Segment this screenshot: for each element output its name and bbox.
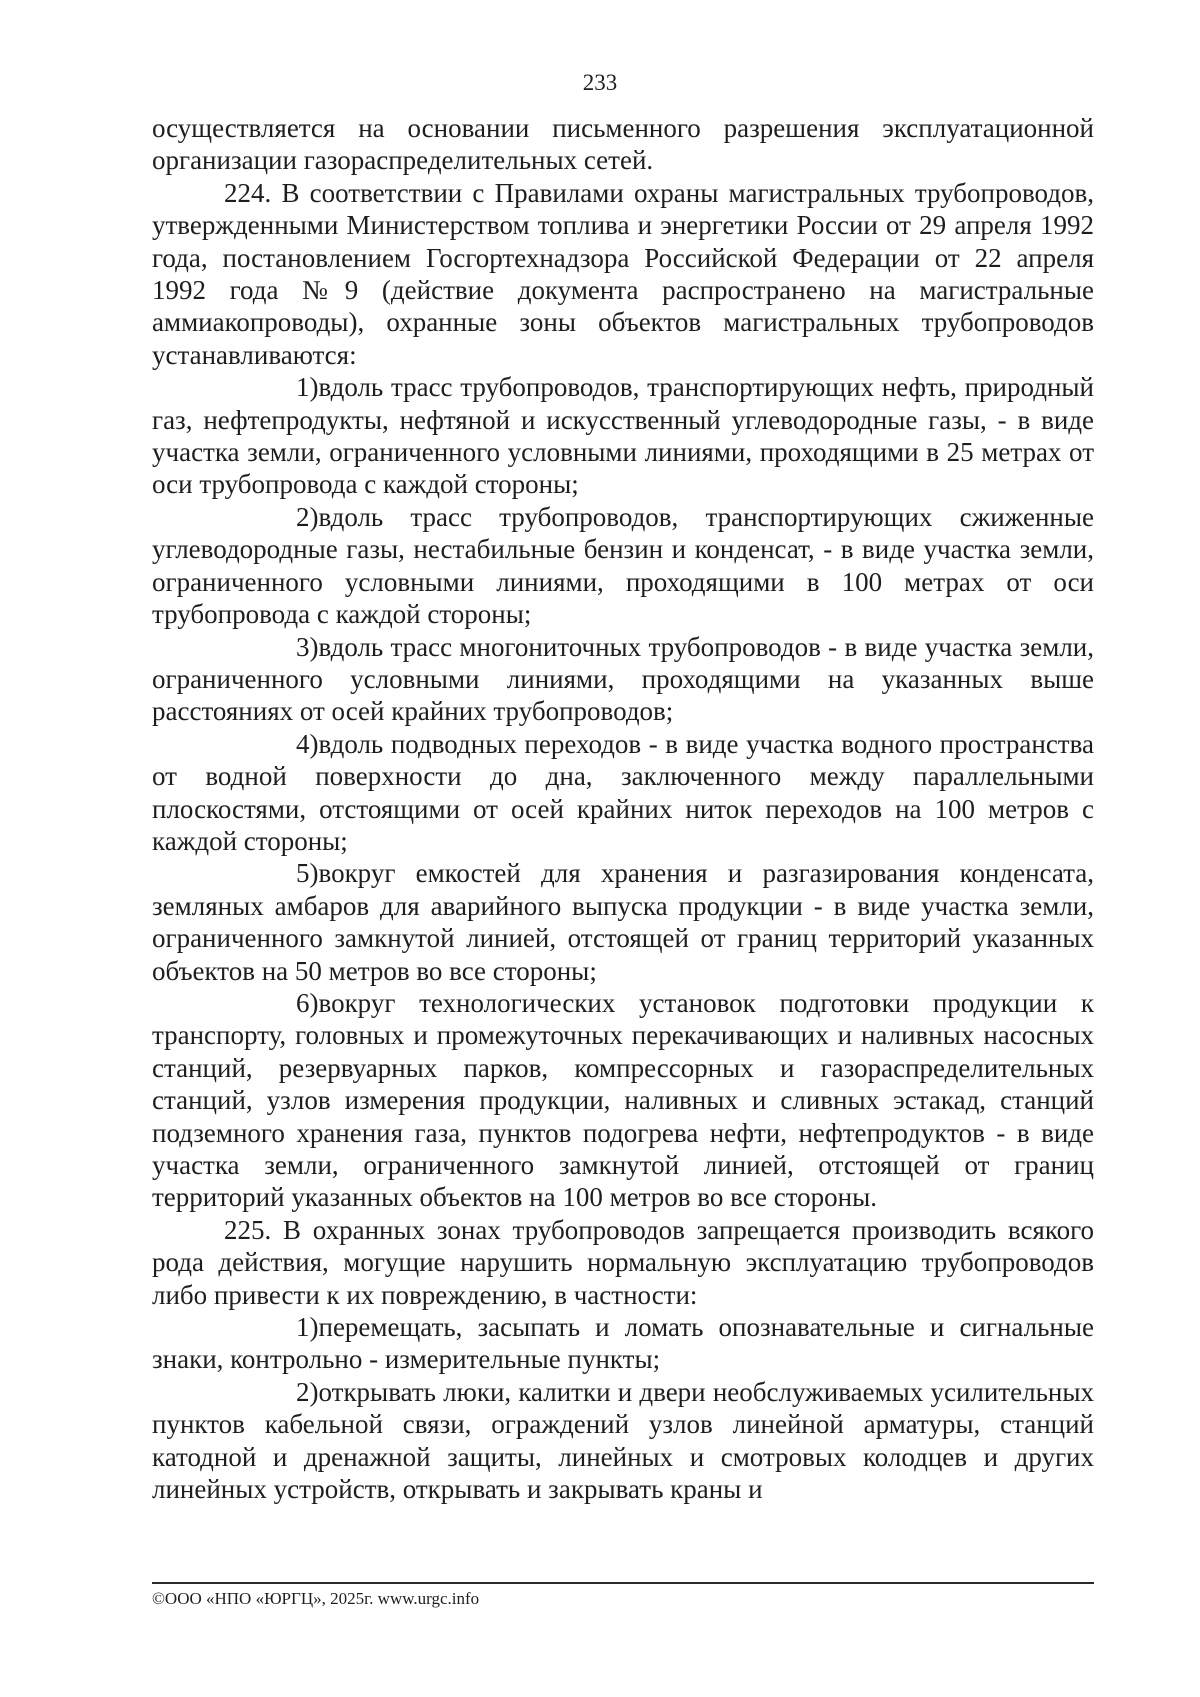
list-item-text: перемещать, засыпать и ломать опознавательные и сигнальные знаки, контрольно - измерительные пункты; [152, 1312, 1094, 1375]
list-item-224-3 [152, 631, 1094, 728]
list-item-text: вдоль подводных переходов - в виде участка водного пространства от водной поверхности до дна, заключенного между параллельными плоскостями, отстоящими от осей крайних ниток переходов на 100 метров с каждой стороны; [152, 728, 1094, 856]
list-item-225-1 [152, 1311, 1094, 1376]
paragraph-continuation [152, 112, 1094, 177]
footer-divider [152, 1582, 1094, 1584]
footer-copyright: ©ООО «НПО «ЮРГЦ», 2025г. www.urgc.info [152, 1589, 480, 1608]
list-item-224-1 [152, 371, 1094, 501]
list-item-text: вдоль трасс многониточных трубопроводов - в виде участка земли, ограниченного условными линиями, проходящими на указанных выше расстояниях от осей крайних трубопроводов; [152, 631, 1094, 727]
list-item-text: вдоль трасс трубопроводов, транспортирующих сжиженные углеводородные газы, нестабильные бензин и конденсат, - в виде участка земли, ограниченного условными линиями, проходящими в 100 метрах от оси трубопровода с каждой стороны; [152, 501, 1094, 630]
list-item-text: вокруг технологических установок подготовки продукции к транспорту, головных и промежуточных перекачивающих и наливных насосных станций, резервуарных парков, компрессорных и газораспределительных станций, узлов измерения продукции, наливных и сливных эстакад, станций подземного хранения газа, пунктов подогрева нефти, нефтепродуктов - в виде участка земли, ограниченного замкнутой линией, отстоящей от границ территорий указанных объектов на 100 метров во все стороны. [152, 987, 1094, 1213]
list-item-number: 6) [296, 987, 319, 1018]
list-item-224-6 [152, 987, 1094, 1214]
page-number: 233 [582, 70, 618, 95]
list-item-225-2 [152, 1376, 1094, 1506]
list-item-text: открывать люки, калитки и двери необслуживаемых усилительных пунктов кабельной связи, ограждений узлов линейной арматуры, станций катодной и дренажной защиты, линейных и смотровых колодцев и других линейных устройств, открывать и закрывать краны и [152, 1376, 1094, 1505]
list-item-number: 1) [296, 372, 319, 403]
paragraph-text: 225. В охранных зонах трубопроводов запрещается производить всякого рода действия, могущие нарушить нормальную эксплуатацию трубопроводов либо привести к их повреждению, в частности: [152, 1214, 1094, 1310]
paragraph-text: 224. В соответствии с Правилами охраны магистральных трубопроводов, утвержденными Министерством топлива и энергетики России от 29 апреля 1992 года, постановлением Госгортехнадзора Российской Федерации от 22 апреля 1992 года №9 (действие документа распространено на магистральные аммиакопроводы), охранные зоны объектов магистральных трубопроводов устанавливаются: [152, 177, 1094, 370]
list-item-text: вдоль трасс трубопроводов, транспортирующих нефть, природный газ, нефтепродукты, нефтяной и искусственный углеводородные газы, - в виде участка земли, ограниченного условными линиями, проходящими в 25 метрах от оси трубопровода с каждой стороны; [152, 372, 1094, 500]
paragraph-224 [152, 177, 1094, 371]
list-item-number: 1) [296, 1312, 319, 1343]
list-item-224-5 [152, 857, 1094, 987]
list-item-224-4 [152, 728, 1094, 858]
paragraph-text: осуществляется на основании письменного разрешения эксплуатационной организации газораспределительных сетей. [152, 113, 1094, 176]
list-item-number: 2) [296, 501, 319, 532]
list-item-text: вокруг емкостей для хранения и разгазирования конденсата, земляных амбаров для аварийного выпуска продукции - в виде участка земли, ограниченного замкнутой линией, отстоящей от границ территорий указанных объектов на 50 метров во все стороны; [152, 858, 1094, 986]
list-item-number: 5) [296, 858, 319, 889]
document-body [152, 112, 1094, 1505]
list-item-number: 4) [296, 728, 319, 759]
list-item-number: 3) [296, 631, 319, 662]
paragraph-225 [152, 1214, 1094, 1311]
list-item-224-2 [152, 501, 1094, 631]
list-item-number: 2) [296, 1376, 319, 1407]
